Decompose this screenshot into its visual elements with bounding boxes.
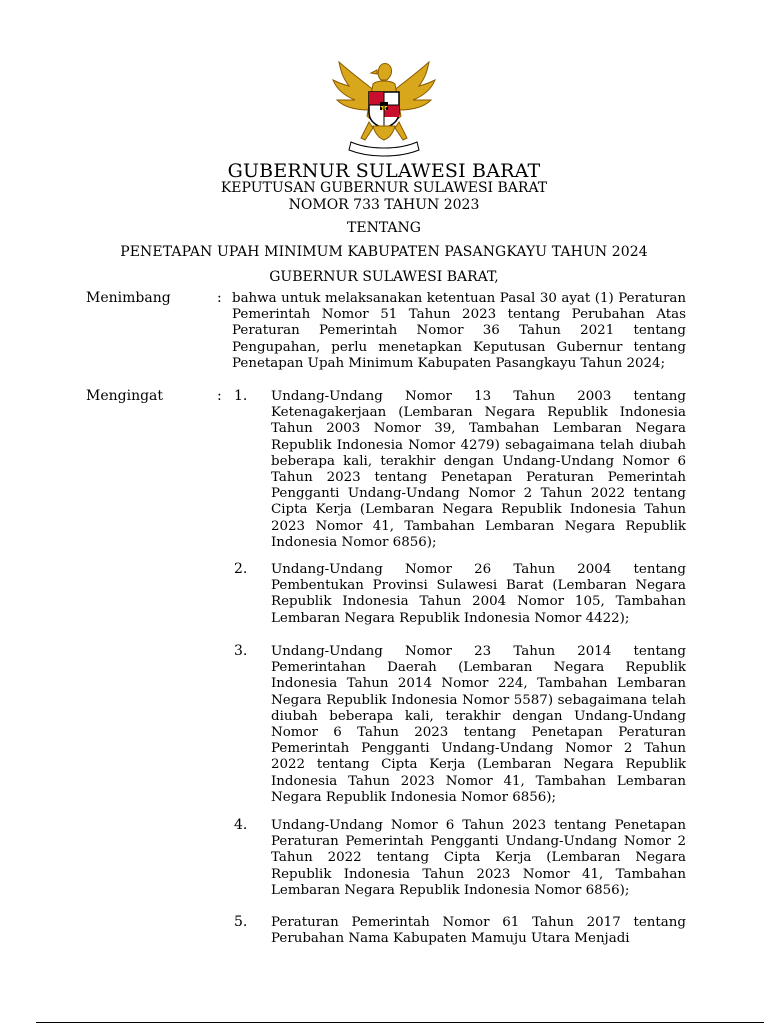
- issuer-line: GUBERNUR SULAWESI BARAT,: [269, 269, 499, 285]
- list-item-number: 5.: [234, 914, 248, 930]
- list-item-text: Undang-Undang Nomor 6 Tahun 2023 tentang Penetapan Peraturan Pemerintah Pengganti Undang-Undang Nomor 2 Tahun 2022 tentang Cipta Kerja (Lembaran Negara Republik Indonesia Tahun 2023 Nomor 41, Tambahan Lembaran Negara Republik Indonesia Nomor 6856);: [271, 818, 686, 898]
- garuda-emblem-icon: [329, 56, 439, 160]
- list-item-text: Peraturan Pemerintah Nomor 61 Tahun 2017 tentang Perubahan Nama Kabupaten Mamuju Utara Menjadi: [271, 915, 686, 947]
- list-item-text: Undang-Undang Nomor 13 Tahun 2003 tentang Ketenagakerjaan (Lembaran Negara Republik Indonesia Tahun 2003 Nomor 39, Tambahan Lembaran Negara Republik Indonesia Nomor 4279) sebagaimana telah diubah beberapa kali, terakhir dengan Undang-Undang Nomor 6 Tahun 2023 tentang Penetapan Peraturan Pemerintah Pengganti Undang-Undang Nomor 2 Tahun 2022 tentang Cipta Kerja (Lembaran Negara Republik Indonesia Tahun 2023 Nomor 41, Tambahan Lembaran Negara Republik Indonesia Nomor 6856);: [271, 389, 686, 550]
- menimbang-colon: :: [217, 290, 222, 306]
- mengingat-label: Mengingat: [86, 388, 164, 404]
- list-item-number: 4.: [234, 817, 248, 833]
- list-item-number: 3.: [234, 643, 248, 659]
- about-label: TENTANG: [347, 220, 421, 236]
- decree-subject: PENETAPAN UPAH MINIMUM KABUPATEN PASANGKAYU TAHUN 2024: [120, 244, 648, 260]
- decree-title: KEPUTUSAN GUBERNUR SULAWESI BARAT: [220, 180, 548, 196]
- list-item-text: Undang-Undang Nomor 23 Tahun 2014 tentang Pemerintahan Daerah (Lembaran Negara Republik Indonesia Tahun 2014 Nomor 224, Tambahan Lembaran Negara Republik Indonesia Nomor 5587) sebagaimana telah diubah beberapa kali, terakhir dengan Undang-Undang Nomor 6 Tahun 2023 tentang Penetapan Peraturan Pemerintah Pengganti Undang-Undang Nomor 2 Tahun 2022 tentang Cipta Kerja (Lembaran Negara Republik Indonesia Tahun 2023 Nomor 41, Tambahan Lembaran Negara Republik Indonesia Nomor 6856);: [271, 644, 686, 805]
- list-item-text: Undang-Undang Nomor 26 Tahun 2004 tentang Pembentukan Provinsi Sulawesi Barat (Lembaran Negara Republik Indonesia Tahun 2004 Nomor 105, Tambahan Lembaran Negara Republik Indonesia Nomor 4422);: [271, 562, 686, 626]
- menimbang-text: bahwa untuk melaksanakan ketentuan Pasal 30 ayat (1) Peraturan Pemerintah Nomor 51 Tahun 2023 tentang Perubahan Atas Peraturan Pemerintah Nomor 36 Tahun 2021 tentang Pengupahan, perlu menetapkan Keputusan Gubernur tentang Penetapan Upah Minimum Kabupaten Pasangkayu Tahun 2024;: [232, 291, 686, 371]
- menimbang-label: Menimbang: [86, 290, 171, 306]
- list-item-number: 1.: [234, 388, 248, 404]
- mengingat-colon: :: [217, 388, 222, 404]
- list-item-number: 2.: [234, 561, 248, 577]
- page-divider: [36, 1022, 764, 1023]
- governor-heading: GUBERNUR SULAWESI BARAT: [227, 160, 541, 182]
- decree-number: NOMOR 733 TAHUN 2023: [288, 197, 480, 213]
